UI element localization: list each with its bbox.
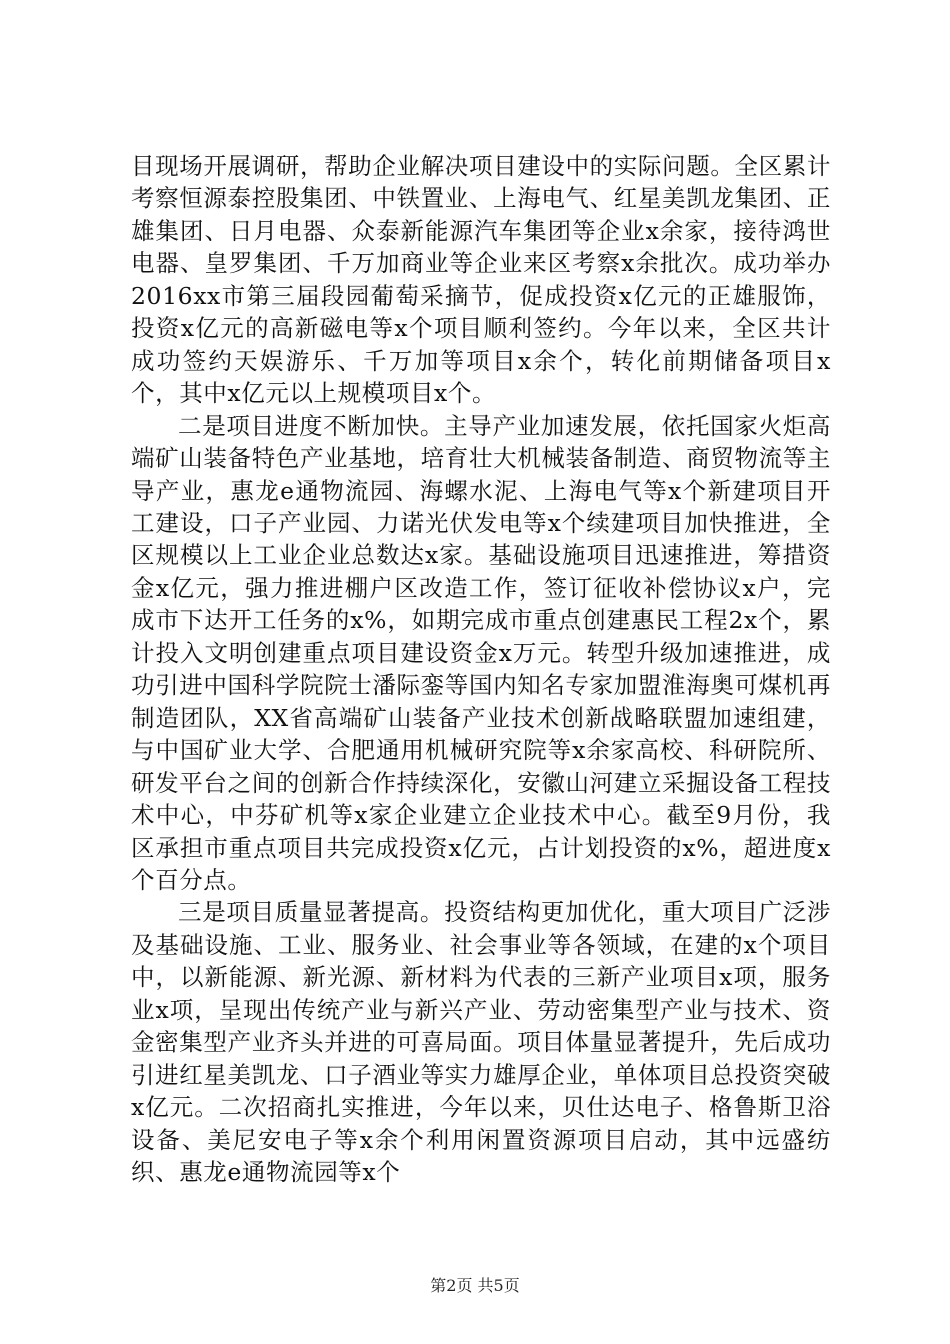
paragraph-project-progress: 二是项目进度不断加快。主导产业加速发展，依托国家火炬高端矿山装备特色产业基地，培育壮大机械装备制造、商贸物流等主导产业，惠龙e通物流园、海螺水泥、上海电气等x个新建项目开工建设，口子产业园、力诺光伏发电等x个续建项目加快推进，全区规模以上工业企业总数达x家。基础设施项目迅速推进，筹措资金x亿元，强力推进棚户区改造工作，签订征收补偿协议x户，完成市下达开工任务的x%，如期完成市重点创建惠民工程2x个，累计投入文明创建重点项目建设资金x万元。转型升级加速推进，成功引进中国科学院院士潘际銮等国内知名专家加盟淮海奥可煤机再制造团队，XX省高端矿山装备产业技术创新战略联盟加速组建，与中国矿业大学、合肥通用机械研究院等x余家高校、科研院所、研发平台之间的创新合作持续深化，安徽山河建立采掘设备工程技术中心，中芬矿机等x家企业建立企业技术中心。截至9月份，我区承担市重点项目共完成投资x亿元，占计划投资的x%，超进度x个百分点。 bbox=[131, 411, 831, 894]
paragraph-continuation: 目现场开展调研，帮助企业解决项目建设中的实际问题。全区累计考察恒源泰控股集团、中铁置业、上海电气、红星美凯龙集团、正雄集团、日月电器、众泰新能源汽车集团等企业x余家，接待鸿世电器、皇罗集团、千万加商业等企业来区考察x余批次。成功举办2016xx市第三届段园葡萄采摘节，促成投资x亿元的正雄服饰，投资x亿元的高新磁电等x个项目顺利签约。今年以来，全区共计成功签约天娱游乐、千万加等项目x余个，转化前期储备项目x个，其中x亿元以上规模项目x个。 bbox=[131, 152, 831, 408]
document-body bbox=[131, 150, 831, 1189]
paragraph-project-quality: 三是项目质量显著提高。投资结构更加优化，重大项目广泛涉及基础设施、工业、服务业、社会事业等各领域，在建的x个项目中，以新能源、新光源、新材料为代表的三新产业项目x项，服务业x项，呈现出传统产业与新兴产业、劳动密集型产业与技术、资金密集型产业齐头并进的可喜局面。项目体量显著提升，先后成功引进红星美凯龙、口子酒业等实力雄厚企业，单体项目总投资突破x亿元。二次招商扎实推进，今年以来，贝仕达电子、格鲁斯卫浴设备、美尼安电子等x余个利用闲置资源项目启动，其中远盛纺织、惠龙e通物流园等x个 bbox=[131, 898, 831, 1187]
page-footer: 第2页 共5页 bbox=[430, 1276, 520, 1295]
